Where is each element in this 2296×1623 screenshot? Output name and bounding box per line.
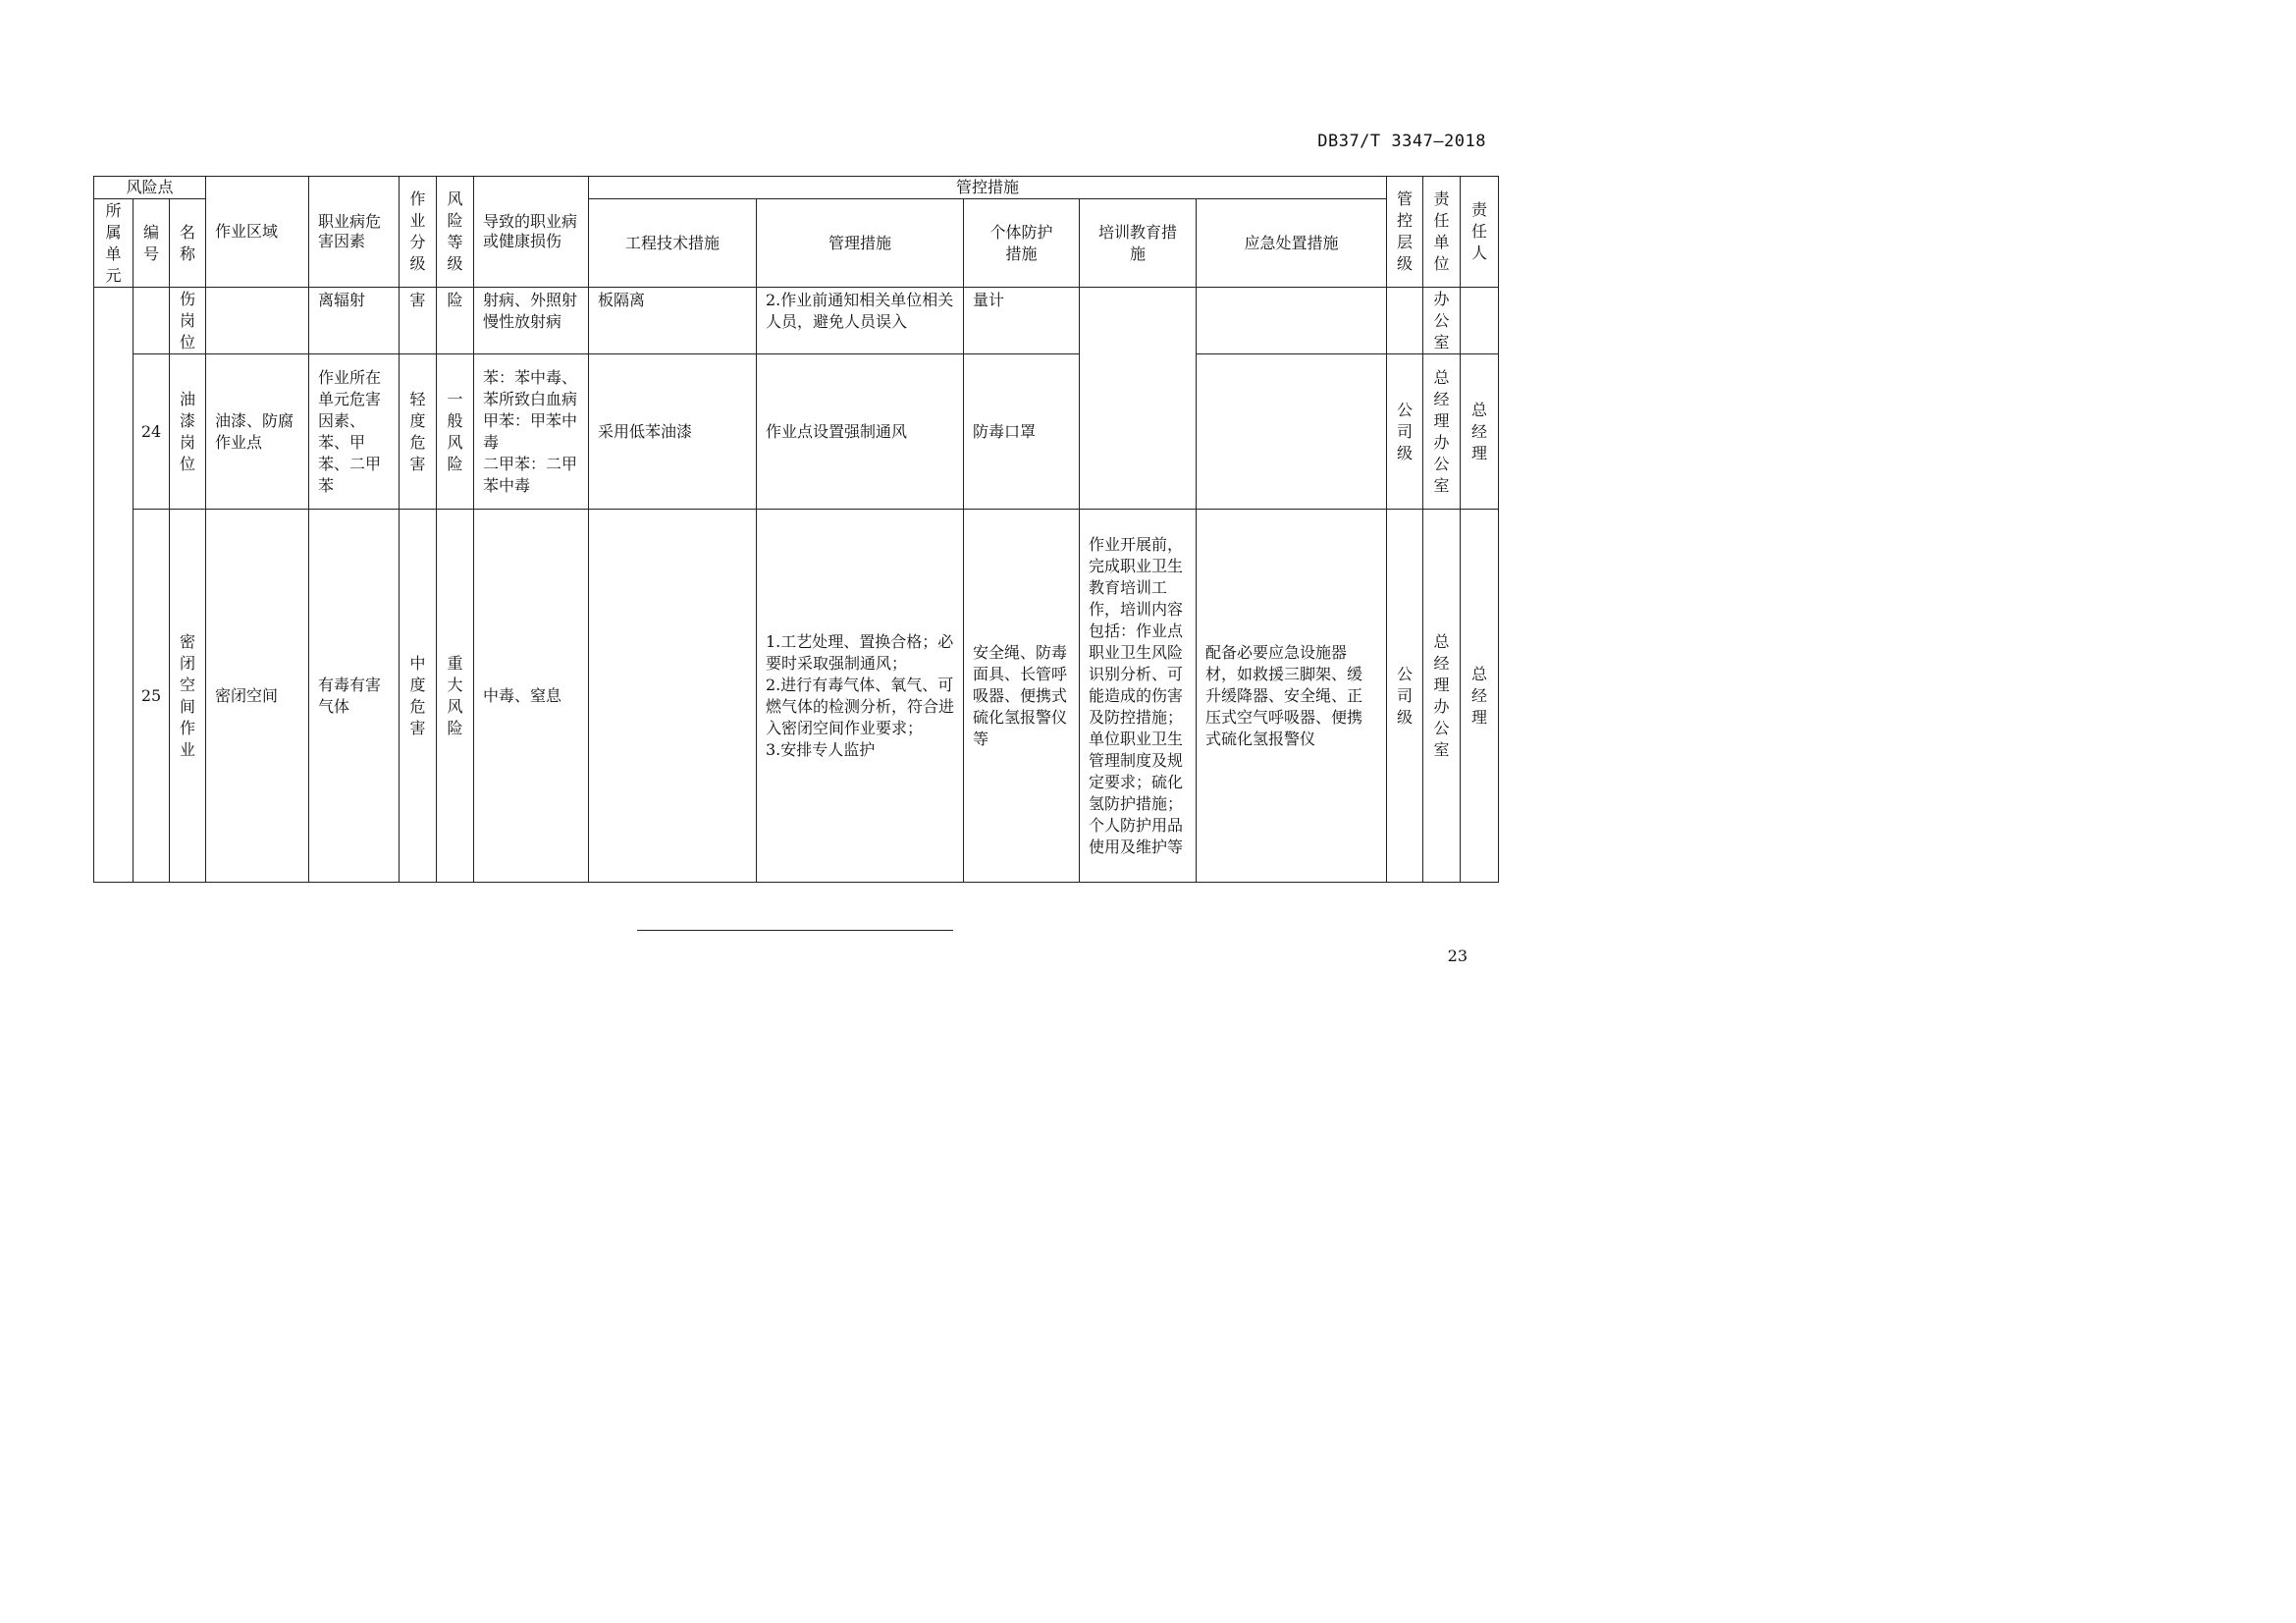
th-training: 培训教育措施 [1080,199,1197,288]
cell-resp-unit: 办公室 [1423,288,1461,354]
cell-hazard: 作业所在单元危害因素、苯、甲苯、二甲苯 [309,354,400,510]
cell-training: 作业开展前，完成职业卫生教育培训工作，培训内容包括：作业点职业卫生风险识别分析、可能造成的伤害及防控措施；单位职业卫生管理制度及规定要求；硫化氢防护措施；个人防护用品使用及维护等 [1080,510,1197,883]
table-row [94,354,1499,510]
th-level: 风险等级 [437,177,474,288]
cell-no [133,288,170,354]
cell-eng: 板隔离 [589,288,757,354]
cell-emergency [1197,288,1387,354]
th-hazard: 职业病危害因素 [309,177,400,288]
header-row-1 [94,177,1499,199]
cell-unit [94,288,133,883]
th-emergency: 应急处置措施 [1197,199,1387,288]
cell-mgmt: 1.工艺处理、置换合格；必要时采取强制通风； 2.进行有毒气体、氧气、可燃气体的检测分析，符合进入密闭空间作业要求； 3.安排专人监护 [757,510,964,883]
cell-resp-person [1461,288,1499,354]
cell-area [206,288,309,354]
document-code: DB37/T 3347—2018 [1317,132,1486,151]
footer-divider [637,930,953,931]
cell-training-empty [1080,288,1197,510]
cell-area: 密闭空间 [206,510,309,883]
cell-eng [589,510,757,883]
th-control: 管控措施 [589,177,1387,199]
cell-level: 重大风险 [437,510,474,883]
cell-area: 油漆、防腐作业点 [206,354,309,510]
cell-resp-unit: 总经理办公室 [1423,354,1461,510]
th-risk-point: 风险点 [94,177,206,199]
th-area: 作业区域 [206,177,309,288]
th-grade: 作业分级 [400,177,437,288]
cell-name: 油漆岗位 [170,354,206,510]
cell-ppe: 安全绳、防毒面具、长管呼吸器、便携式硫化氢报警仪等 [964,510,1080,883]
cell-grade: 轻度危害 [400,354,437,510]
table-row [94,510,1499,883]
cell-name: 密闭空间作业 [170,510,206,883]
cell-mgmt: 作业点设置强制通风 [757,354,964,510]
table-row [94,288,1499,354]
th-unit: 所属单元 [94,199,133,288]
cell-no: 25 [133,510,170,883]
cell-disease: 中毒、窒息 [474,510,589,883]
cell-resp-person: 总经理 [1461,354,1499,510]
cell-ppe: 防毒口罩 [964,354,1080,510]
cell-hazard: 离辐射 [309,288,400,354]
cell-ppe: 量计 [964,288,1080,354]
th-eng: 工程技术措施 [589,199,757,288]
cell-grade: 害 [400,288,437,354]
th-name: 名称 [170,199,206,288]
cell-ctrl-level [1387,288,1423,354]
th-mgmt: 管理措施 [757,199,964,288]
risk-control-table [93,176,1499,883]
th-disease: 导致的职业病或健康损伤 [474,177,589,288]
page-number: 23 [1447,947,1468,965]
cell-disease: 苯：苯中毒、苯所致白血病 甲苯：甲苯中毒 二甲苯：二甲苯中毒 [474,354,589,510]
th-resp-person: 责任人 [1461,177,1499,288]
th-ctrl-level: 管控层级 [1387,177,1423,288]
cell-emergency: 配备必要应急设施器材，如救援三脚架、缓升缓降器、安全绳、正压式空气呼吸器、便携式硫化氢报警仪 [1197,510,1387,883]
cell-no: 24 [133,354,170,510]
cell-eng: 采用低苯油漆 [589,354,757,510]
cell-name: 伤岗位 [170,288,206,354]
th-resp-unit: 责任单位 [1423,177,1461,288]
cell-hazard: 有毒有害气体 [309,510,400,883]
cell-level: 险 [437,288,474,354]
cell-resp-person: 总经理 [1461,510,1499,883]
cell-ctrl-level: 公司级 [1387,354,1423,510]
cell-mgmt: 2.作业前通知相关单位相关人员，避免人员误入 [757,288,964,354]
th-no: 编号 [133,199,170,288]
cell-level: 一般风险 [437,354,474,510]
cell-disease: 射病、外照射慢性放射病 [474,288,589,354]
cell-emergency [1197,354,1387,510]
cell-resp-unit: 总经理办公室 [1423,510,1461,883]
cell-grade: 中度危害 [400,510,437,883]
th-ppe: 个体防护措施 [964,199,1080,288]
cell-ctrl-level: 公司级 [1387,510,1423,883]
